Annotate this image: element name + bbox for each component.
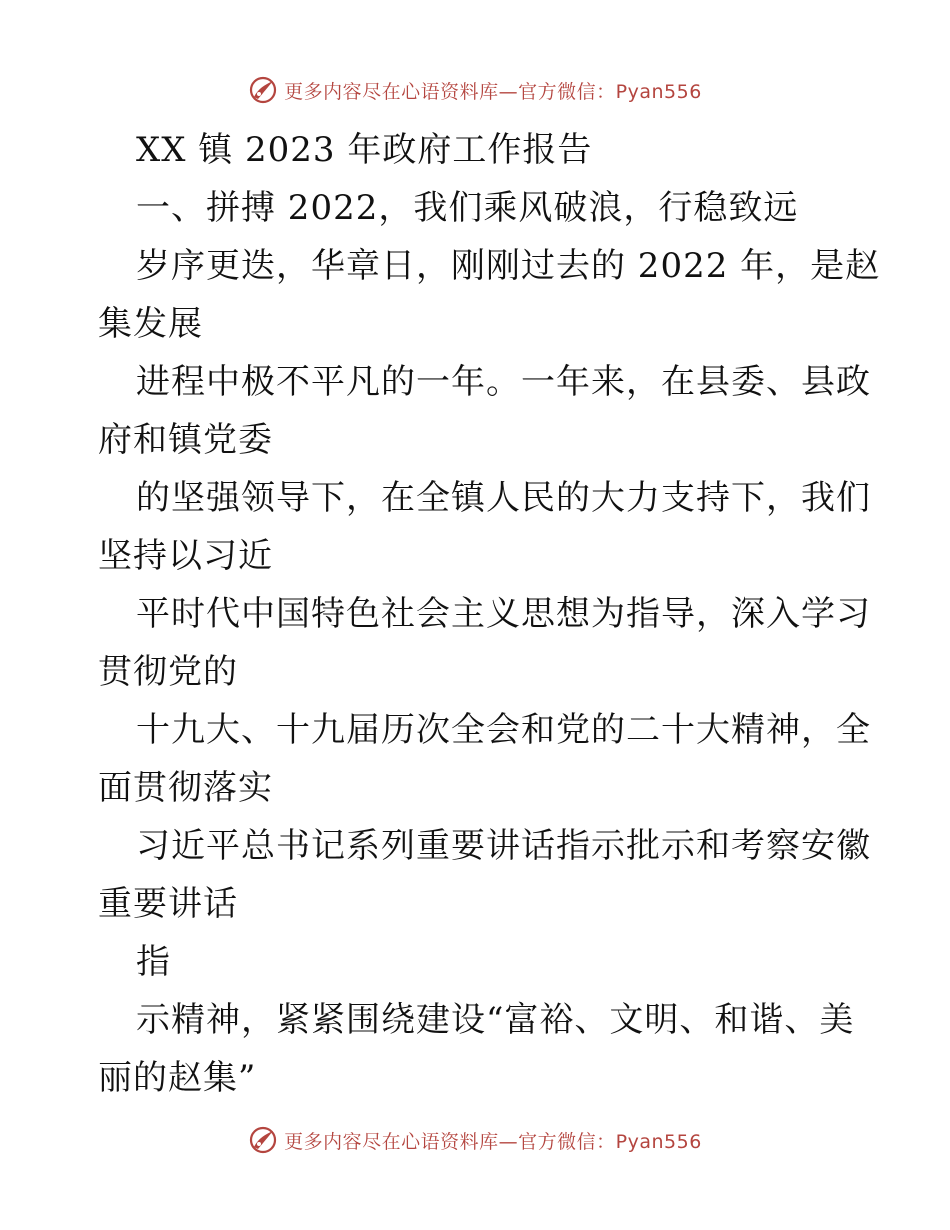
paragraph-line: 重要讲话	[98, 884, 238, 924]
paragraph-line: 坚持以习近	[98, 536, 273, 576]
section-heading: 一、拼搏 2022，我们乘风破浪，行稳致远	[136, 188, 799, 228]
paragraph-line: 面贯彻落实	[98, 768, 273, 808]
paragraph-line: 的坚强领导下，在全镇人民的大力支持下，我们	[136, 478, 871, 518]
document-title: XX 镇 2023 年政府工作报告	[136, 130, 593, 170]
brush-logo-icon	[248, 1125, 278, 1155]
header-watermark-banner	[0, 70, 950, 110]
paragraph-line: 贯彻党的	[98, 652, 238, 692]
paragraph-line: 进程中极不平凡的一年。一年来，在县委、县政	[136, 362, 871, 402]
paragraph-line: 集发展	[98, 304, 203, 344]
paragraph-line: 习近平总书记系列重要讲话指示批示和考察安徽	[136, 826, 871, 866]
brush-logo-icon	[248, 75, 278, 105]
footer-watermark-banner	[0, 1120, 950, 1160]
header-watermark-text: 更多内容尽在心语资料库—官方微信：Pyan556	[284, 80, 702, 103]
paragraph-line: 丽的赵集”	[98, 1058, 257, 1098]
paragraph-line: 示精神，紧紧围绕建设“富裕、文明、和谐、美	[136, 1000, 855, 1040]
paragraph-line: 平时代中国特色社会主义思想为指导，深入学习	[136, 594, 871, 634]
paragraph-line: 府和镇党委	[98, 420, 273, 460]
footer-watermark-text: 更多内容尽在心语资料库—官方微信：Pyan556	[284, 1130, 702, 1153]
paragraph-line: 岁序更迭，华章日，刚刚过去的 2022 年，是赵	[136, 246, 881, 286]
paragraph-line: 十九大、十九届历次全会和党的二十大精神，全	[136, 710, 871, 750]
paragraph-line: 指	[136, 942, 171, 982]
